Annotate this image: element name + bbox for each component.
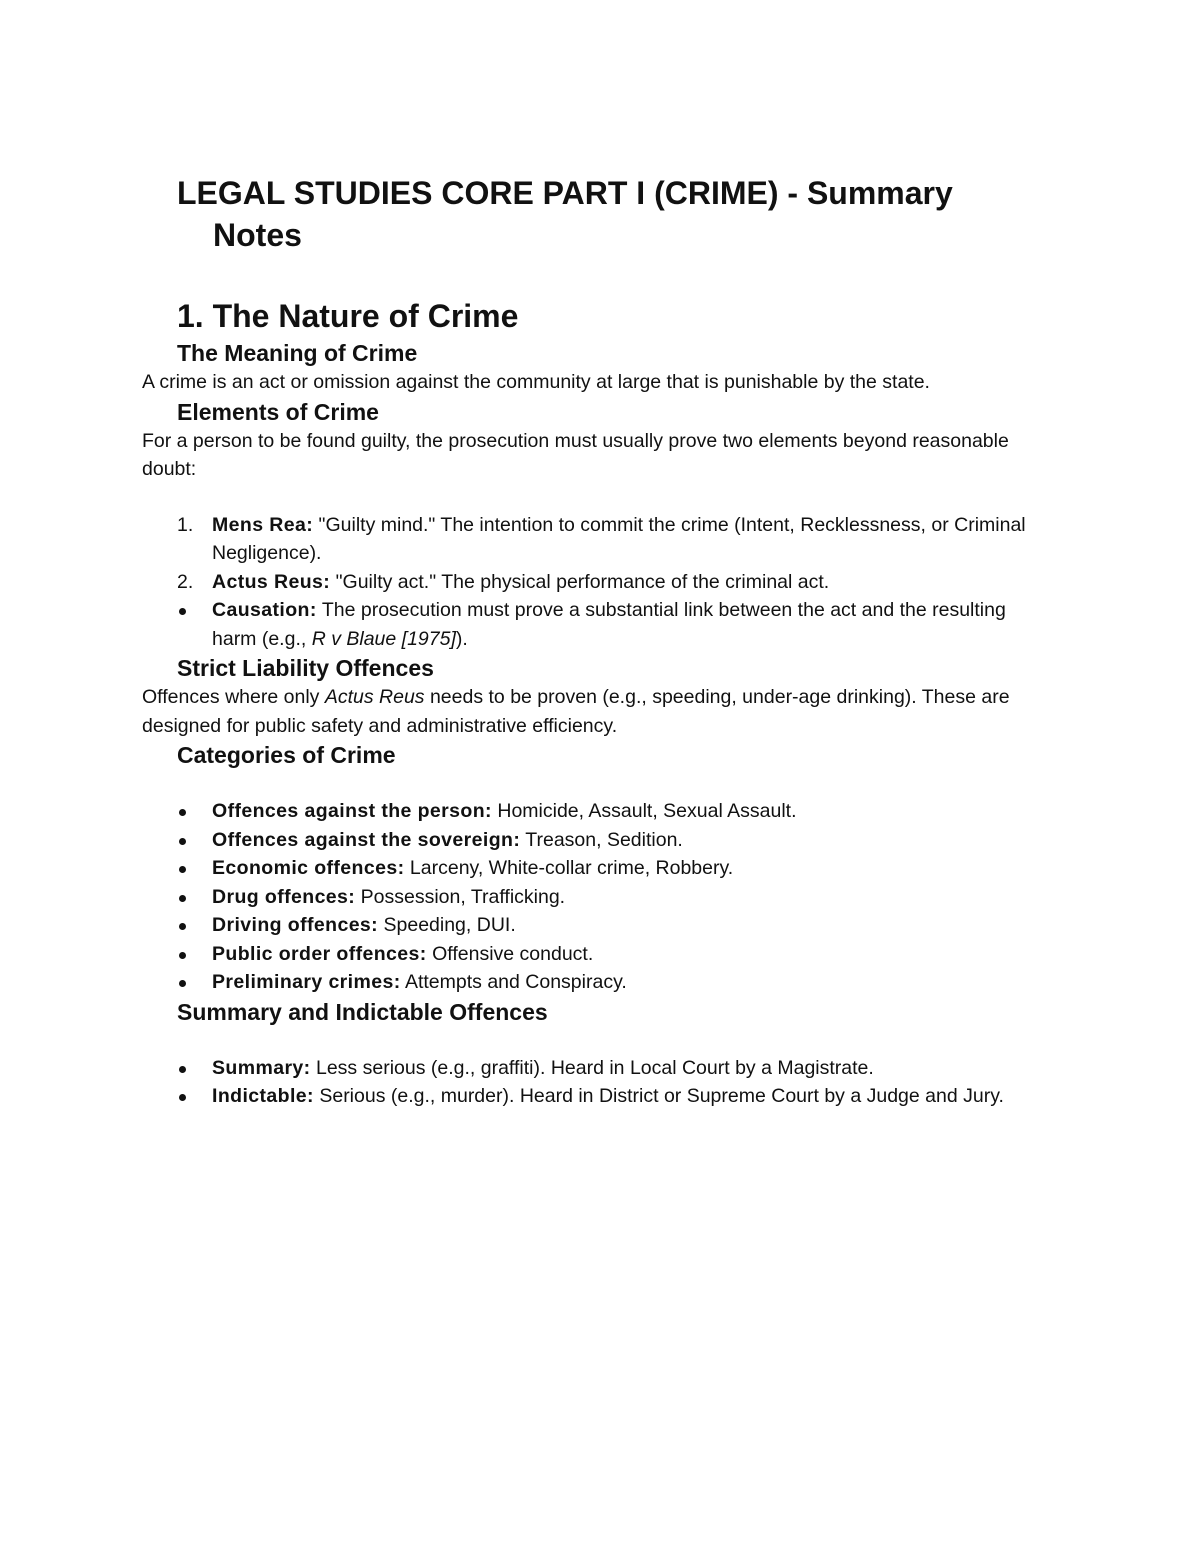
list-number: 1.	[177, 513, 194, 536]
list-term: Summary:	[212, 1056, 311, 1079]
list-text: Attempts and Conspiracy.	[400, 971, 627, 993]
summary-list	[142, 1054, 1050, 1111]
list-item	[142, 1082, 1050, 1111]
list-text-end: ).	[455, 627, 468, 650]
elements-heading: Elements of Crime	[177, 398, 379, 425]
list-term: Mens Rea:	[212, 513, 314, 536]
list-term: Drug offences:	[212, 885, 356, 908]
list-item	[142, 940, 1050, 969]
strict-text-before: Offences where only	[142, 686, 325, 708]
list-text: The prosecution must prove a substantial link between the act and the resulting harm (e.g.,	[212, 599, 1006, 650]
bullet-icon	[179, 608, 186, 615]
bullet-icon	[179, 952, 186, 959]
list-item	[142, 968, 1050, 997]
bullet-icon	[179, 1094, 186, 1101]
section-heading: 1. The Nature of Crime	[177, 298, 519, 334]
list-term: Public order offences:	[212, 942, 427, 965]
list-text: Offensive conduct.	[426, 942, 594, 965]
list-text: "Guilty mind." The intention to commit the crime (Intent, Recklessness, or Criminal Negligence).	[212, 513, 1026, 564]
bullet-icon	[179, 1066, 186, 1073]
meaning-text: A crime is an act or omission against the community at large that is punishable by the state.	[142, 371, 930, 393]
categories-heading: Categories of Crime	[177, 742, 396, 768]
list-item	[142, 826, 1050, 855]
strict-heading: Strict Liability Offences	[177, 655, 434, 681]
list-text: Less serious (e.g., graffiti). Heard in Local Court by a Magistrate.	[310, 1056, 874, 1079]
list-item	[142, 596, 1050, 653]
list-term: Driving offences:	[212, 914, 379, 936]
list-text: Speeding, DUI.	[378, 914, 516, 936]
list-item	[142, 1054, 1050, 1083]
list-item	[142, 511, 1050, 568]
list-number: 2.	[177, 570, 194, 593]
causation-list	[142, 596, 1050, 653]
list-text: Treason, Sedition.	[520, 828, 683, 851]
list-text: Possession, Trafficking.	[355, 885, 566, 908]
list-term: Indictable:	[212, 1085, 314, 1107]
list-term: Offences against the sovereign:	[212, 828, 521, 851]
list-item	[142, 568, 1050, 597]
elements-intro: For a person to be found guilty, the prosecution must usually prove two elements beyond reasonable doubt:	[142, 429, 1009, 480]
summary-heading: Summary and Indictable Offences	[177, 998, 548, 1025]
bullet-icon	[179, 980, 186, 987]
bullet-icon	[179, 866, 186, 873]
list-text: Homicide, Assault, Sexual Assault.	[491, 800, 797, 822]
bullet-icon	[179, 895, 186, 902]
document-title: LEGAL STUDIES CORE PART I (CRIME) - Summary Notes	[177, 175, 953, 253]
case-citation: R v Blaue [1975]	[311, 627, 456, 650]
list-term: Offences against the person:	[212, 800, 492, 822]
list-term: Preliminary crimes:	[212, 971, 401, 993]
bullet-icon	[179, 923, 186, 930]
list-item	[142, 797, 1050, 826]
list-item	[142, 911, 1050, 940]
list-term: Actus Reus:	[212, 570, 331, 593]
list-term: Causation:	[212, 599, 317, 621]
list-term: Economic offences:	[212, 857, 405, 879]
elements-list	[142, 511, 1050, 597]
strict-text	[142, 683, 1050, 740]
strict-italic: Actus Reus	[324, 686, 425, 708]
strict-text-after: needs to be proven (e.g., speeding, under-age drinking). These are designed for public safety and administrative efficiency.	[142, 686, 1010, 737]
list-item	[142, 854, 1050, 883]
list-text: Serious (e.g., murder). Heard in District or Supreme Court by a Judge and Jury.	[313, 1085, 1004, 1107]
list-text: "Guilty act." The physical performance of the criminal act.	[330, 570, 830, 593]
list-item	[142, 883, 1050, 912]
meaning-heading: The Meaning of Crime	[177, 340, 418, 366]
bullet-icon	[179, 809, 186, 816]
categories-list	[142, 797, 1050, 997]
list-text: Larceny, White-collar crime, Robbery.	[404, 857, 734, 879]
bullet-icon	[179, 838, 186, 845]
